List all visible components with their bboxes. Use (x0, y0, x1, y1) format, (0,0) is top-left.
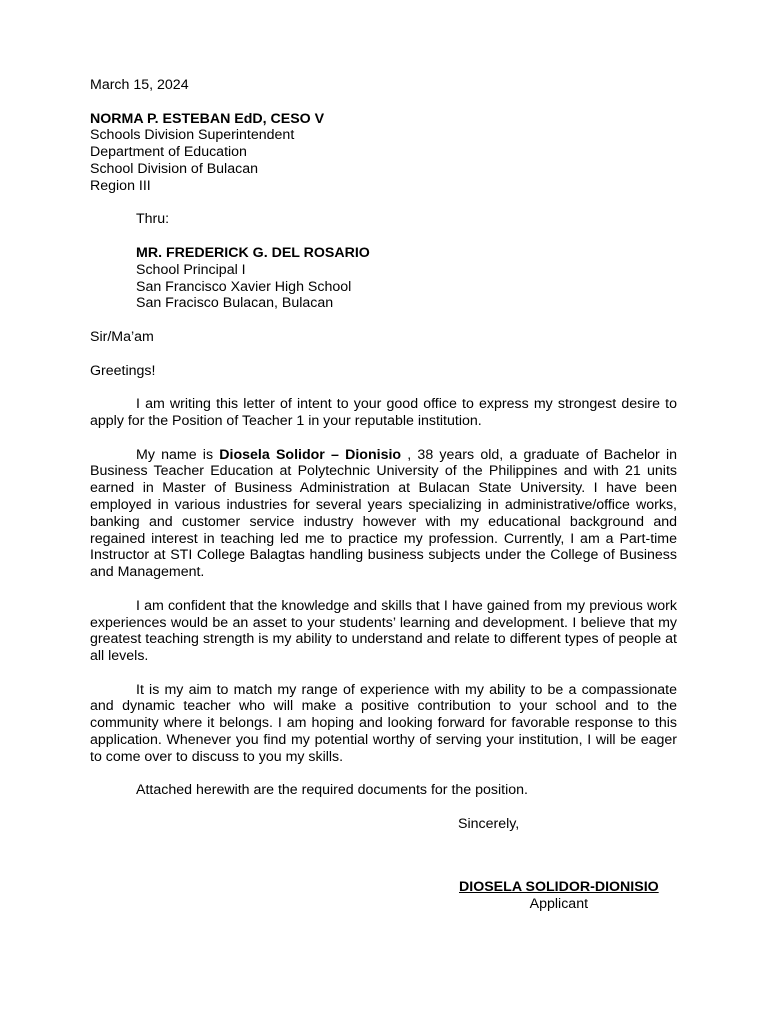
recipient-department: Department of Education (90, 144, 247, 161)
signature-title: Applicant (529, 895, 589, 912)
letter-body (90, 77, 677, 833)
applicant-name-inline: Diosela Solidor – Dionisio (219, 446, 402, 463)
thru-label: Thru: (136, 211, 170, 228)
paragraph-aim: It is my aim to match my range of experience with my ability to be a compassionate and dynamic teacher who will make a positive contribution to your school and to the community where it belongs. I am hoping and looking forward for favorable response to this application. Whenever you find my potential worthy of serving your institution, I will be eager to come over to discuss to you my skills. (90, 681, 677, 765)
signature-block (459, 879, 659, 913)
thru-block (90, 211, 677, 312)
paragraph-background (90, 447, 677, 581)
letter-date: March 15, 2024 (90, 77, 189, 93)
recipient-position: Schools Division Superintendent (90, 127, 295, 144)
paragraph-confidence: I am confident that the knowledge and skills that I have gained from my previous work experiences would be an asset to your students’ learning and development. I believe that my greatest teaching strength is my ability to understand and relate to different types of people at all levels. (90, 597, 677, 665)
paragraph-intent: I am writing this letter of intent to your good office to express my strongest desire to apply for the Position of Teacher 1 in your reputable institution. (90, 396, 677, 429)
closing-block (90, 816, 677, 833)
paragraph-attachments: Attached herewith are the required documents for the position. (136, 782, 528, 799)
paragraph-background-prefix: My name is (136, 446, 220, 463)
greeting: Greetings! (90, 362, 156, 379)
thru-address: San Fracisco Bulacan, Bulacan (136, 295, 334, 312)
recipient-name: NORMA P. ESTEBAN EdD, CESO V (90, 110, 325, 127)
recipient-block (90, 111, 677, 195)
salutation: Sir/Ma’am (90, 328, 154, 345)
recipient-region: Region III (90, 177, 151, 194)
recipient-division: School Division of Bulacan (90, 160, 258, 177)
thru-name: MR. FREDERICK G. DEL ROSARIO (136, 244, 370, 261)
thru-position: School Principal I (136, 261, 246, 278)
closing-text: Sincerely, (458, 816, 520, 833)
signature-name: DIOSELA SOLIDOR-DIONISIO (459, 879, 659, 895)
thru-school: San Francisco Xavier High School (136, 278, 352, 295)
paragraph-background-text: , 38 years old, a graduate of Bachelor in Business Teacher Education at Polytechnic University of the Philippines and with 21 units earned in Master of Business Administration at Bulacan State University. I have been employed in various industries for several years specializing in administrative/office works, banking and customer service industry however with my educational background and regained interest in teaching led me to practice my profession. Currently, I am a Part-time Instructor at STI College Balagtas handling business subjects under the College of Business and Management. (90, 446, 677, 581)
